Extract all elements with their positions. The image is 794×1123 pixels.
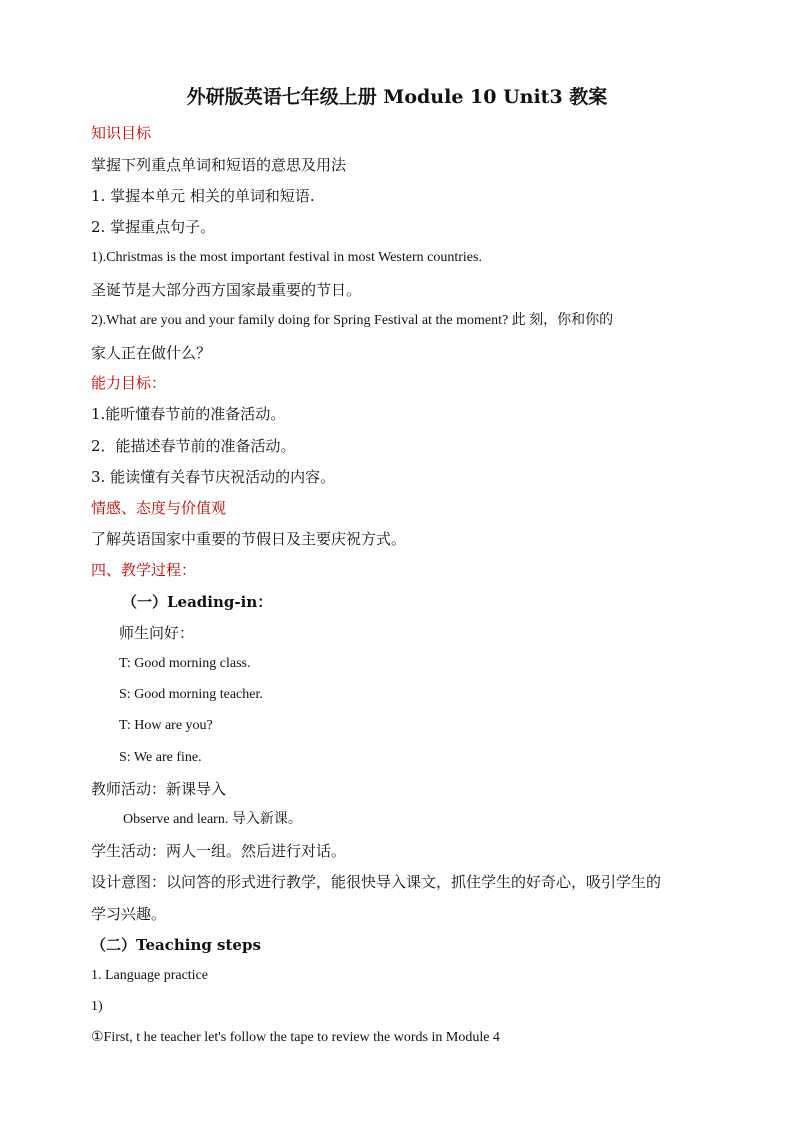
text-line: 2).What are you and your family doing for Spring Festival at the moment? 此 刻，你和你的 [91,313,614,328]
dialogue-line: S: We are fine. [119,750,202,765]
dialogue-line: S: Good morning teacher. [119,687,263,702]
section-heading-knowledge-goals: 知识目标 [91,124,152,142]
text-line: 圣诞节是大部分西方国家最重要的节日。 [91,281,362,299]
text-line: 家人正在做什么？ [91,344,212,362]
text-line: 1).Christmas is the most important festival in most Western countries. [91,250,482,265]
text-line: 学习兴趣。 [91,905,167,923]
text-line: Observe and learn. 导入新课。 [123,812,302,827]
section-heading-emotion-attitude: 情感、态度与价值观 [91,499,227,517]
text-line: 学生活动：两人一组。然后进行对话。 [91,842,347,860]
text-line: 掌握下列重点单词和短语的意思及用法 [91,156,347,174]
subheading-teaching-steps: （二）Teaching steps [91,936,261,954]
text-line: ①First, t he teacher let's follow the tape to review the words in Module 4 [91,1030,500,1045]
subheading-leading-in: （一）Leading-in： [122,593,273,611]
text-line: 1) [91,999,103,1014]
text-line: 1.能听懂春节前的准备活动。 [91,405,286,423]
text-line: 1. 掌握本单元 相关的单词和短语. [91,187,315,205]
section-heading-teaching-process: 四、教学过程： [91,561,197,579]
text-line: 1. Language practice [91,968,208,983]
text-line: 3. 能读懂有关春节庆祝活动的内容。 [91,468,336,486]
page-title: 外研版英语七年级上册 Module 10 Unit3 教案 [186,86,608,108]
text-line: 教师活动：新课导入 [91,780,227,798]
text-line: 2. 掌握重点句子。 [91,218,216,236]
text-line: 师生问好： [119,624,195,642]
text-line: 了解英语国家中重要的节假日及主要庆祝方式。 [91,530,407,548]
section-heading-ability-goals: 能力目标： [91,374,167,392]
dialogue-line: T: Good morning class. [119,656,251,671]
text-line: 设计意图：以问答的形式进行教学，能很快导入课文，抓住学生的好奇心，吸引学生的 [91,873,662,891]
text-line: 2．能描述春节前的准备活动。 [91,437,296,455]
dialogue-line: T: How are you? [119,718,213,733]
